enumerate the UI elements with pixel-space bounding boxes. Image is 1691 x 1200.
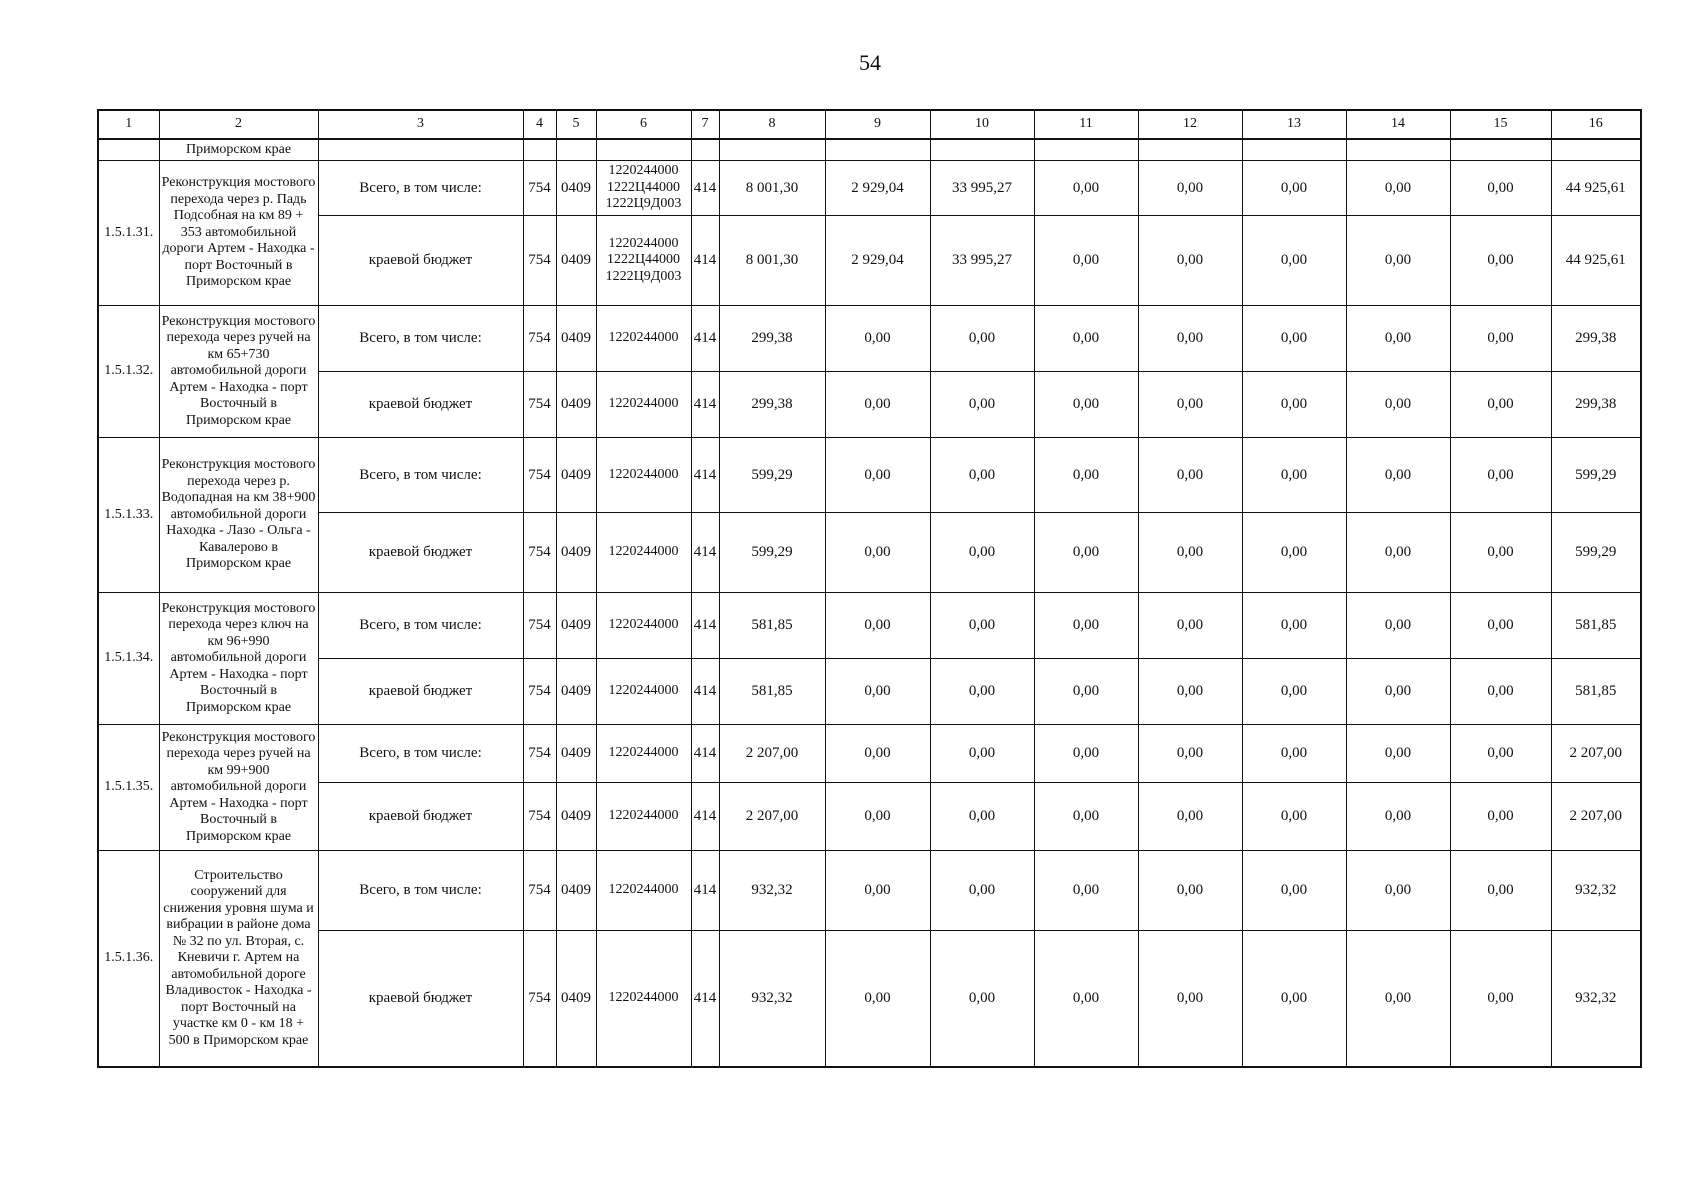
code-col-6: 1220244000: [596, 783, 691, 851]
table-row: [98, 931, 1641, 1067]
funding-label: краевой бюджет: [318, 513, 523, 593]
value-col-16: 599,29: [1551, 438, 1641, 513]
value-col-10: 0,00: [930, 851, 1034, 931]
value-col-9: 2 929,04: [825, 161, 930, 216]
funding-label: краевой бюджет: [318, 372, 523, 438]
value-col-8: 299,38: [719, 372, 825, 438]
value-col-9: 0,00: [825, 306, 930, 372]
continuation-row: [98, 139, 1641, 161]
row-description: Реконструкция мостового перехода через ключ на км 96+990 автомобильной дороги Артем - Находка - порт Восточный в Приморском крае: [159, 593, 318, 725]
column-header-12: 12: [1138, 110, 1242, 139]
value-col-16: 44 925,61: [1551, 161, 1641, 216]
code-col-5: 0409: [556, 438, 596, 513]
code-col-4: 754: [523, 438, 556, 513]
value-col-13: 0,00: [1242, 593, 1346, 659]
value-col-15: 0,00: [1450, 783, 1551, 851]
value-col-8: 599,29: [719, 438, 825, 513]
value-col-14: 0,00: [1346, 513, 1450, 593]
value-col-13: 0,00: [1242, 851, 1346, 931]
value-col-15: 0,00: [1450, 438, 1551, 513]
value-col-10: 0,00: [930, 783, 1034, 851]
value-col-9: 0,00: [825, 593, 930, 659]
value-col-13: 0,00: [1242, 438, 1346, 513]
value-col-9: 2 929,04: [825, 216, 930, 306]
row-description: Реконструкция мостового перехода через ручей на км 65+730 автомобильной дороги Артем - Находка - порт Восточный в Приморском крае: [159, 306, 318, 438]
value-col-9: 0,00: [825, 783, 930, 851]
code-col-4: 754: [523, 783, 556, 851]
funding-label: краевой бюджет: [318, 659, 523, 725]
code-col-5: 0409: [556, 161, 596, 216]
value-col-11: 0,00: [1034, 725, 1138, 783]
table-row: [98, 306, 1641, 372]
code-col-4: 754: [523, 931, 556, 1067]
value-col-11: 0,00: [1034, 783, 1138, 851]
value-col-12: 0,00: [1138, 659, 1242, 725]
funding-label: Всего, в том числе:: [318, 306, 523, 372]
value-col-14: 0,00: [1346, 372, 1450, 438]
column-header-16: 16: [1551, 110, 1641, 139]
value-col-16: 932,32: [1551, 851, 1641, 931]
funding-label: краевой бюджет: [318, 931, 523, 1067]
page-number: 54: [859, 50, 881, 75]
table-row: [98, 725, 1641, 783]
funding-label: Всего, в том числе:: [318, 851, 523, 931]
value-col-15: 0,00: [1450, 216, 1551, 306]
value-col-10: 0,00: [930, 931, 1034, 1067]
value-col-8: 8 001,30: [719, 216, 825, 306]
value-col-12: 0,00: [1138, 593, 1242, 659]
value-col-10: 0,00: [930, 593, 1034, 659]
code-col-4: 754: [523, 513, 556, 593]
code-col-4: 754: [523, 659, 556, 725]
value-col-10: 0,00: [930, 513, 1034, 593]
table-row: [98, 783, 1641, 851]
code-col-6: 1220244000: [596, 931, 691, 1067]
value-col-8: 599,29: [719, 513, 825, 593]
value-col-11: 0,00: [1034, 851, 1138, 931]
value-col-9: 0,00: [825, 725, 930, 783]
table-row: [98, 216, 1641, 306]
code-col-7: 414: [691, 783, 719, 851]
code-col-5: 0409: [556, 783, 596, 851]
value-col-8: 2 207,00: [719, 783, 825, 851]
column-header-3: 3: [318, 110, 523, 139]
value-col-12: 0,00: [1138, 372, 1242, 438]
value-col-9: 0,00: [825, 438, 930, 513]
value-col-11: 0,00: [1034, 931, 1138, 1067]
code-col-7: 414: [691, 438, 719, 513]
value-col-13: 0,00: [1242, 161, 1346, 216]
value-col-15: 0,00: [1450, 931, 1551, 1067]
value-col-15: 0,00: [1450, 372, 1551, 438]
column-header-14: 14: [1346, 110, 1450, 139]
value-col-12: 0,00: [1138, 216, 1242, 306]
value-col-8: 8 001,30: [719, 161, 825, 216]
code-col-6: 1220244000 1222Ц44000 1222Ц9Д003: [596, 161, 691, 216]
value-col-11: 0,00: [1034, 659, 1138, 725]
value-col-9: 0,00: [825, 659, 930, 725]
column-header-13: 13: [1242, 110, 1346, 139]
value-col-13: 0,00: [1242, 659, 1346, 725]
code-col-6: 1220244000 1222Ц44000 1222Ц9Д003: [596, 216, 691, 306]
budget-table: [97, 109, 1642, 1068]
row-description: Реконструкция мостового перехода через ручей на км 99+900 автомобильной дороги Артем - Находка - порт Восточный в Приморском крае: [159, 725, 318, 851]
column-header-5: 5: [556, 110, 596, 139]
row-number: 1.5.1.32.: [98, 306, 159, 438]
value-col-10: 33 995,27: [930, 161, 1034, 216]
code-col-6: 1220244000: [596, 725, 691, 783]
column-header-1: 1: [98, 110, 159, 139]
code-col-4: 754: [523, 593, 556, 659]
value-col-8: 299,38: [719, 306, 825, 372]
code-col-5: 0409: [556, 725, 596, 783]
value-col-8: 581,85: [719, 593, 825, 659]
value-col-14: 0,00: [1346, 306, 1450, 372]
value-col-15: 0,00: [1450, 851, 1551, 931]
value-col-16: 932,32: [1551, 931, 1641, 1067]
value-col-11: 0,00: [1034, 306, 1138, 372]
value-col-14: 0,00: [1346, 593, 1450, 659]
column-header-9: 9: [825, 110, 930, 139]
value-col-9: 0,00: [825, 372, 930, 438]
code-col-7: 414: [691, 931, 719, 1067]
code-col-7: 414: [691, 216, 719, 306]
value-col-14: 0,00: [1346, 438, 1450, 513]
value-col-14: 0,00: [1346, 931, 1450, 1067]
value-col-15: 0,00: [1450, 725, 1551, 783]
column-header-4: 4: [523, 110, 556, 139]
value-col-11: 0,00: [1034, 161, 1138, 216]
value-col-16: 599,29: [1551, 513, 1641, 593]
column-header-7: 7: [691, 110, 719, 139]
value-col-11: 0,00: [1034, 216, 1138, 306]
code-col-5: 0409: [556, 306, 596, 372]
column-header-row: [98, 110, 1641, 139]
value-col-14: 0,00: [1346, 216, 1450, 306]
value-col-9: 0,00: [825, 513, 930, 593]
table-row: [98, 513, 1641, 593]
value-col-16: 2 207,00: [1551, 783, 1641, 851]
row-number: 1.5.1.36.: [98, 851, 159, 1067]
code-col-4: 754: [523, 372, 556, 438]
code-col-5: 0409: [556, 659, 596, 725]
code-col-6: 1220244000: [596, 438, 691, 513]
value-col-12: 0,00: [1138, 513, 1242, 593]
value-col-10: 0,00: [930, 306, 1034, 372]
row-description: Строительство сооружений для снижения уровня шума и вибрации в районе дома № 32 по ул. Вторая, с. Кневичи г. Артем на автомобильной дороге Владивосток - Находка - порт Восточный на участке км 0 - км 18 + 500 в Приморском крае: [159, 851, 318, 1067]
row-description: Реконструкция мостового перехода через р. Падь Подсобная на км 89 + 353 автомобильной дороги Артем - Находка - порт Восточный в Приморском крае: [159, 161, 318, 306]
value-col-16: 581,85: [1551, 593, 1641, 659]
value-col-12: 0,00: [1138, 931, 1242, 1067]
value-col-12: 0,00: [1138, 438, 1242, 513]
code-col-5: 0409: [556, 513, 596, 593]
value-col-8: 932,32: [719, 851, 825, 931]
code-col-5: 0409: [556, 372, 596, 438]
value-col-13: 0,00: [1242, 513, 1346, 593]
column-header-2: 2: [159, 110, 318, 139]
column-header-11: 11: [1034, 110, 1138, 139]
code-col-5: 0409: [556, 851, 596, 931]
value-col-11: 0,00: [1034, 513, 1138, 593]
value-col-15: 0,00: [1450, 593, 1551, 659]
value-col-13: 0,00: [1242, 783, 1346, 851]
value-col-9: 0,00: [825, 851, 930, 931]
value-col-11: 0,00: [1034, 372, 1138, 438]
code-col-7: 414: [691, 161, 719, 216]
code-col-6: 1220244000: [596, 851, 691, 931]
value-col-15: 0,00: [1450, 513, 1551, 593]
funding-label: Всего, в том числе:: [318, 161, 523, 216]
value-col-10: 0,00: [930, 438, 1034, 513]
code-col-5: 0409: [556, 593, 596, 659]
value-col-14: 0,00: [1346, 161, 1450, 216]
code-col-6: 1220244000: [596, 513, 691, 593]
code-col-4: 754: [523, 306, 556, 372]
code-col-7: 414: [691, 372, 719, 438]
value-col-13: 0,00: [1242, 306, 1346, 372]
value-col-13: 0,00: [1242, 725, 1346, 783]
column-header-8: 8: [719, 110, 825, 139]
value-col-8: 2 207,00: [719, 725, 825, 783]
value-col-15: 0,00: [1450, 659, 1551, 725]
table-row: [98, 372, 1641, 438]
column-header-15: 15: [1450, 110, 1551, 139]
table-row: [98, 438, 1641, 513]
value-col-12: 0,00: [1138, 851, 1242, 931]
column-header-10: 10: [930, 110, 1034, 139]
row-description: Реконструкция мостового перехода через р. Водопадная на км 38+900 автомобильной дороги Находка - Лазо - Ольга - Кавалерово в Приморском крае: [159, 438, 318, 593]
code-col-7: 414: [691, 725, 719, 783]
table-row: [98, 161, 1641, 216]
value-col-14: 0,00: [1346, 783, 1450, 851]
value-col-16: 44 925,61: [1551, 216, 1641, 306]
value-col-16: 299,38: [1551, 372, 1641, 438]
code-col-5: 0409: [556, 216, 596, 306]
table-row: [98, 659, 1641, 725]
row-number: 1.5.1.35.: [98, 725, 159, 851]
code-col-6: 1220244000: [596, 372, 691, 438]
row-number: 1.5.1.31.: [98, 161, 159, 306]
value-col-9: 0,00: [825, 931, 930, 1067]
table-row: [98, 593, 1641, 659]
row-number: 1.5.1.34.: [98, 593, 159, 725]
value-col-10: 33 995,27: [930, 216, 1034, 306]
value-col-14: 0,00: [1346, 851, 1450, 931]
value-col-12: 0,00: [1138, 783, 1242, 851]
funding-label: краевой бюджет: [318, 216, 523, 306]
funding-label: Всего, в том числе:: [318, 725, 523, 783]
value-col-16: 299,38: [1551, 306, 1641, 372]
funding-label: Всего, в том числе:: [318, 593, 523, 659]
code-col-7: 414: [691, 513, 719, 593]
value-col-14: 0,00: [1346, 725, 1450, 783]
funding-label: Всего, в том числе:: [318, 438, 523, 513]
value-col-10: 0,00: [930, 659, 1034, 725]
code-col-4: 754: [523, 216, 556, 306]
code-col-5: 0409: [556, 931, 596, 1067]
value-col-15: 0,00: [1450, 161, 1551, 216]
code-col-6: 1220244000: [596, 306, 691, 372]
code-col-4: 754: [523, 725, 556, 783]
continuation-text: Приморском крае: [159, 139, 318, 161]
code-col-7: 414: [691, 593, 719, 659]
funding-label: краевой бюджет: [318, 783, 523, 851]
value-col-16: 581,85: [1551, 659, 1641, 725]
code-col-7: 414: [691, 659, 719, 725]
code-col-7: 414: [691, 306, 719, 372]
value-col-11: 0,00: [1034, 438, 1138, 513]
value-col-12: 0,00: [1138, 161, 1242, 216]
value-col-13: 0,00: [1242, 931, 1346, 1067]
value-col-13: 0,00: [1242, 216, 1346, 306]
value-col-12: 0,00: [1138, 725, 1242, 783]
row-number: 1.5.1.33.: [98, 438, 159, 593]
code-col-6: 1220244000: [596, 593, 691, 659]
value-col-15: 0,00: [1450, 306, 1551, 372]
value-col-10: 0,00: [930, 725, 1034, 783]
code-col-4: 754: [523, 851, 556, 931]
value-col-8: 581,85: [719, 659, 825, 725]
value-col-16: 2 207,00: [1551, 725, 1641, 783]
value-col-10: 0,00: [930, 372, 1034, 438]
table-row: [98, 851, 1641, 931]
code-col-4: 754: [523, 161, 556, 216]
value-col-8: 932,32: [719, 931, 825, 1067]
code-col-7: 414: [691, 851, 719, 931]
value-col-11: 0,00: [1034, 593, 1138, 659]
value-col-13: 0,00: [1242, 372, 1346, 438]
column-header-6: 6: [596, 110, 691, 139]
value-col-12: 0,00: [1138, 306, 1242, 372]
code-col-6: 1220244000: [596, 659, 691, 725]
value-col-14: 0,00: [1346, 659, 1450, 725]
